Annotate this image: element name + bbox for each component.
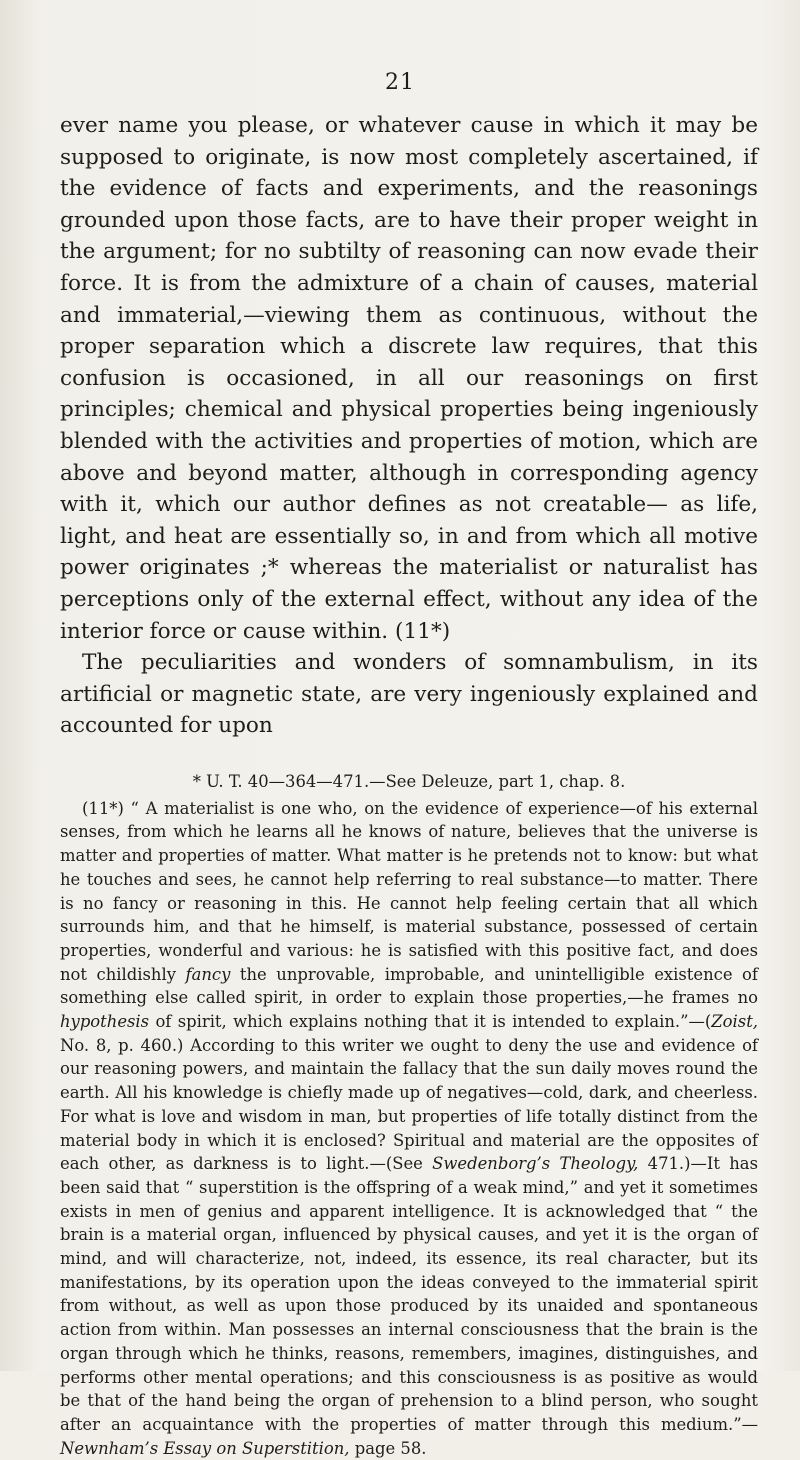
footnote-1: * U. T. 40—364—471.—See Deleuze, part 1, chap. 8. (192, 772, 626, 791)
footnote-2-part-a: (11*) “ A materialist is one who, on the evidence of experience—of his external senses, from which he learns all he knows of nature, believes that the universe is matter and properties of matter. What matter is he pretends not to know: but what he touches and sees, he cannot help referring to real substance—to matter. There is no fancy or reasoning in this. He cannot help feeling certain that all which surrounds him, and that he himself, is material substance, possessed of certain properties, wonderful and various: he is satisfied with this positive fact, and does not childishly (60, 798, 758, 984)
footnote-2 (60, 797, 758, 1460)
footnote-2-hypothesis: hypothesis (60, 1012, 150, 1032)
footnote-2-swedenborg: Swedenborg’s Theology, (432, 1154, 639, 1174)
paragraph-2: The peculiarities and wonders of somnambulism, in its artificial or magnetic state, are very ingeniously explained and accounted for upon (60, 650, 758, 739)
footnote-2-newnham: Newnham’s Essay on Superstition, (60, 1438, 350, 1458)
main-text (60, 110, 758, 742)
footnote-2-fancy: fancy (185, 964, 231, 984)
page-number: 21 (385, 70, 415, 95)
footnote-2-part-e: 471.)—It has been said that “ superstition is the offspring of a weak mind,” and yet it sometimes exists in men of genius and apparent intelligence. It is acknowledged that “ the brain is a material organ, influenced by physical causes, and yet it is the organ of mind, and will characterize, not, indeed, its essence, its real character, but its manifestations, by its operation upon the ideas conveyed to the immaterial spirit from without, as well as upon those produced by its unaided and spontaneous action from within. Man possesses an internal consciousness that the brain is the organ through which he thinks, reasons, remembers, imagines, distinguishes, and performs other mental operations; and this consciousness is as positive as would be that of the hand being the organ of prehension to a blind person, who sought after an acquaintance with the properties of matter through this medium.”— (60, 1154, 758, 1434)
footnote-2-part-f: page 58. (354, 1438, 427, 1458)
footnote-2-part-d: No. 8, p. 460.) According to this writer we ought to deny the use and evidence of our reasoning powers, and maintain the fallacy that the sun daily moves round the earth. All his knowledge is chiefly made up of negatives—cold, dark, and cheerless. For what is love and wisdom in man, but properties of life totally distinct from the material body in which it is enclosed? Spiritual and material are the opposites of each other, as darkness is to light.—(See (60, 1035, 758, 1174)
footnote-2-part-c: of spirit, which explains nothing that it is intended to explain.”—( (155, 1012, 712, 1032)
footnotes (60, 770, 758, 1460)
footnote-2-part-b: the unprovable, improbable, and unintelligible existence of something else called spirit, in order to explain those properties,—he frames no (60, 964, 758, 1008)
paragraph-1: ever name you please, or whatever cause in which it may be supposed to originate, is now most completely ascertained, if the evidence of facts and experiments, and the reasonings grounded upon those facts, are to have their proper weight in the argument; for no subtilty of reasoning can now evade their force. It is from the admixture of a chain of causes, material and immaterial,—viewing them as continuous, without the proper separation which a discrete law requires, that this confusion is occasioned, in all our reasonings on first principles; chemical and physical properties being ingeniously blended with the activities and properties of motion, which are above and beyond matter, although in corresponding agency with it, which our author defines as not creatable— as life, light, and heat are essentially so, in and from which all motive power originates ;* whereas the materialist or naturalist has perceptions only of the external effect, without any idea of the interior force or cause within. (11*) (60, 113, 758, 644)
footnote-2-zoist: Zoist, (711, 1012, 758, 1032)
